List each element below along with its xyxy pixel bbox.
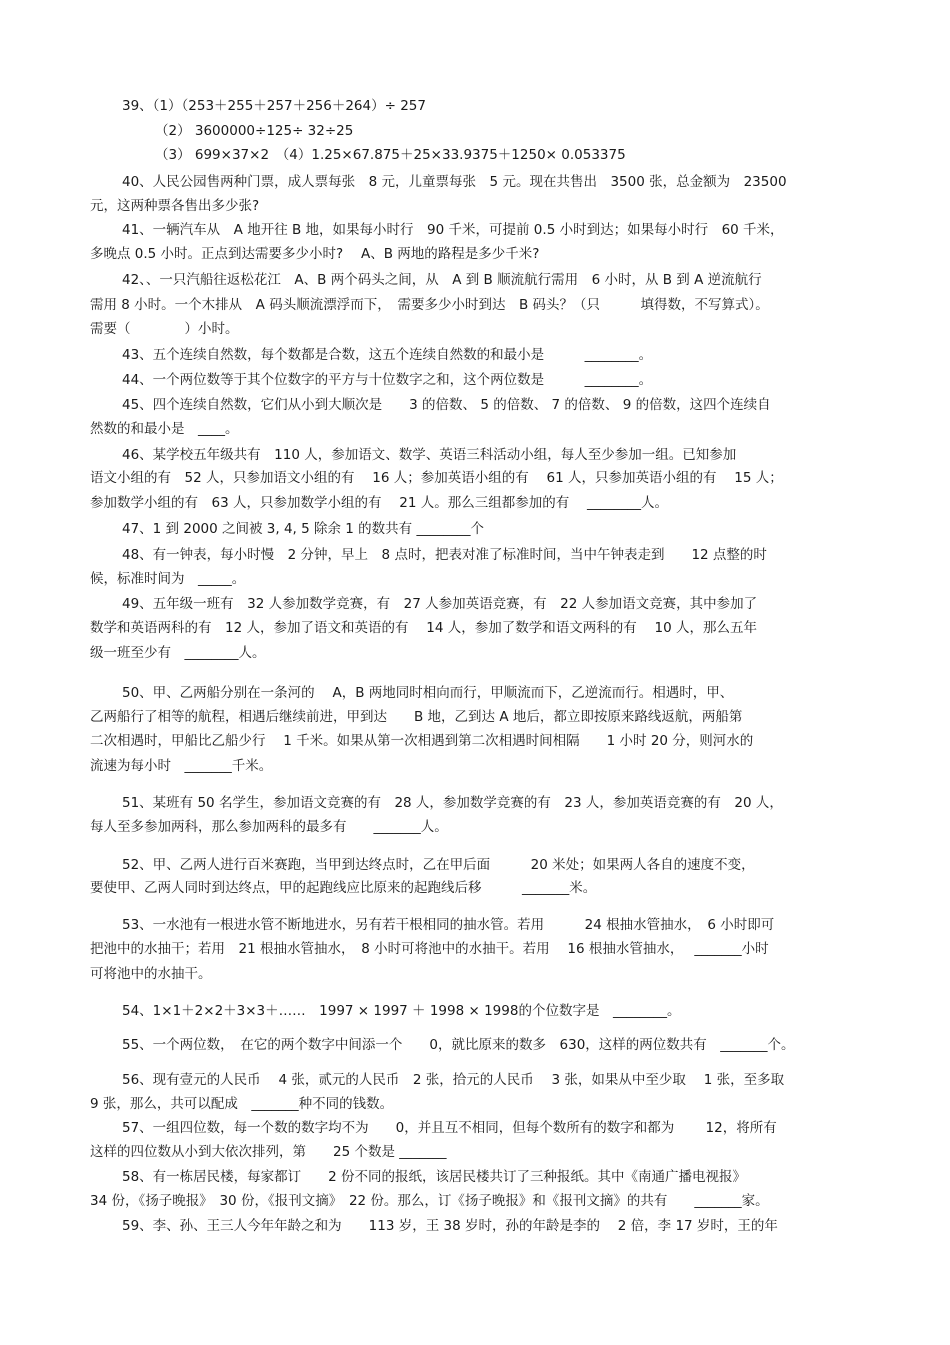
problem-46-line-1: 46、某学校五年级共有 110 人，参加语文、数学、英语三科活动小组，每人至少参加一组。已知参加	[122, 447, 737, 463]
problem-40-line-2: 元，这两种票各售出多少张?	[90, 198, 260, 214]
problem-53-line-2: 把池中的水抽干；若用 21 根抽水管抽水， 8 小时可将池中的水抽干。若用 16 根抽水管抽水， _______小时	[90, 941, 769, 957]
problem-41-line-1: 41、一辆汽车从 A 地开往 B 地，如果每小时行 90 千米，可提前 0.5 小时到达；如果每小时行 60 千米，	[122, 222, 784, 238]
problem-43: 43、五个连续自然数，每个数都是合数，这五个连续自然数的和最小是 ________。	[122, 347, 653, 363]
problem-56-line-1: 56、现有壹元的人民币 4 张，贰元的人民币 2 张，拾元的人民币 3 张，如果从中至少取 1 张，至多取	[122, 1072, 785, 1088]
problem-45-line-1: 45、四个连续自然数，它们从小到大顺次是 3 的倍数、 5 的倍数、 7 的倍数、 9 的倍数，这四个连续自	[122, 397, 771, 413]
problem-56-line-2: 9 张，那么，共可以配成 _______种不同的钱数。	[90, 1096, 394, 1112]
problem-59-line-1: 59、李、孙、王三人今年年龄之和为 113 岁，王 38 岁时，孙的年龄是李的 2 倍，李 17 岁时，王的年	[122, 1218, 778, 1234]
problem-58-line-2: 34 份，《扬子晚报》 30 份，《报刊文摘》 22 份。那么，订《扬子晚报》和《报刊文摘》的共有 _______家。	[90, 1193, 769, 1209]
problem-49-line-1: 49、五年级一班有 32 人参加数学竞赛，有 27 人参加英语竞赛，有 22 人参加语文竞赛，其中参加了	[122, 596, 758, 612]
problem-52-line-1: 52、甲、乙两人进行百米赛跑，当甲到达终点时，乙在甲后面 20 米处；如果两人各自的速度不变，	[122, 857, 755, 873]
problem-47: 47、1 到 2000 之间被 3, 4, 5 除余 1 的数共有 ________个	[122, 521, 484, 537]
problem-39-line-2: （2） 3600000÷125÷ 32÷25	[155, 123, 354, 139]
problem-48-line-1: 48、有一钟表，每小时慢 2 分钟，早上 8 点时，把表对准了标准时间，当中午钟表走到 12 点整的时	[122, 547, 767, 563]
problem-53-line-1: 53、一水池有一根进水管不断地进水，另有若干根相同的抽水管。若用 24 根抽水管抽水， 6 小时即可	[122, 917, 775, 933]
problem-50-line-2: 乙两船行了相等的航程，相遇后继续前进，甲到达 B 地，乙到达 A 地后，都立即按原来路线返航，两船第	[90, 709, 743, 725]
problem-46-line-2: 语文小组的有 52 人，只参加语文小组的有 16 人；参加英语小组的有 61 人，只参加英语小组的有 15 人；	[90, 470, 783, 486]
problem-49-line-2: 数学和英语两科的有 12 人，参加了语文和英语的有 14 人，参加了数学和语文两科的有 10 人，那么五年	[90, 620, 757, 636]
problem-51-line-1: 51、某班有 50 名学生，参加语文竞赛的有 28 人，参加数学竞赛的有 23 人，参加英语竞赛的有 20 人，	[122, 795, 783, 811]
problem-45-line-2: 然数的和最小是 ____。	[90, 421, 239, 437]
problem-54: 54、1×1＋2×2＋3×3＋…… 1997 × 1997 ＋ 1998 × 1998的个位数字是 ________。	[122, 1003, 681, 1019]
problem-50-line-3: 二次相遇时，甲船比乙船少行 1 千米。如果从第一次相遇到第二次相遇时间相隔 1 小时 20 分，则河水的	[90, 733, 754, 749]
problem-57-line-2: 这样的四位数从小到大依次排列，第 25 个数是 _______	[90, 1144, 447, 1160]
problem-42-line-3: 需要（ ）小时。	[90, 321, 239, 337]
problem-58-line-1: 58、有一栋居民楼，每家都订 2 份不同的报纸，该居民楼共订了三种报纸。其中《南通广播电视报》	[122, 1169, 747, 1185]
problem-39-line-1: 39、（1）（253＋255＋257＋256＋264）÷ 257	[122, 98, 426, 114]
problem-51-line-2: 每人至多参加两科，那么参加两科的最多有 _______人。	[90, 819, 448, 835]
problem-55: 55、一个两位数， 在它的两个数字中间添一个 0，就比原来的数多 630，这样的两位数共有 _______个。	[122, 1037, 795, 1053]
problem-42-line-1: 42、、一只汽船往返松花江 A、B 两个码头之间，从 A 到 B 顺流航行需用 6 小时，从 B 到 A 逆流航行	[122, 272, 762, 288]
problem-52-line-2: 要使甲、乙两人同时到达终点，甲的起跑线应比原来的起跑线后移 _______米。	[90, 880, 597, 896]
problem-57-line-1: 57、一组四位数，每一个数的数字均不为 0，并且互不相同，但每个数所有的数字和都为 12，将所有	[122, 1120, 777, 1136]
problem-49-line-3: 级一班至少有 ________人。	[90, 645, 266, 661]
problem-53-line-3: 可将池中的水抽干。	[90, 966, 212, 982]
problem-50-line-1: 50、甲、乙两船分别在一条河的 A，B 两地同时相向而行，甲顺流而下，乙逆流而行。相遇时，甲、	[122, 685, 734, 701]
problem-44: 44、一个两位数等于其个位数字的平方与十位数字之和，这个两位数是 ________。	[122, 372, 653, 388]
problem-46-line-3: 参加数学小组的有 63 人，只参加数学小组的有 21 人。那么三组都参加的有 ________人。	[90, 495, 669, 511]
problem-41-line-2: 多晚点 0.5 小时。正点到达需要多少小时? A、B 两地的路程是多少千米?	[90, 246, 540, 262]
problem-48-line-2: 候，标准时间为 _____。	[90, 571, 246, 587]
problem-42-line-2: 需用 8 小时。一个木排从 A 码头顺流漂浮而下， 需要多少小时到达 B 码头？（只 填得数，不写算式）。	[90, 297, 769, 313]
problem-50-line-4: 流速为每小时 _______千米。	[90, 758, 273, 774]
problem-40-line-1: 40、人民公园售两种门票，成人票每张 8 元，儿童票每张 5 元。现在共售出 3500 张，总金额为 23500	[122, 174, 787, 190]
problem-39-line-3: （3） 699×37×2 （4）1.25×67.875＋25×33.9375＋1250× 0.053375	[155, 147, 626, 163]
